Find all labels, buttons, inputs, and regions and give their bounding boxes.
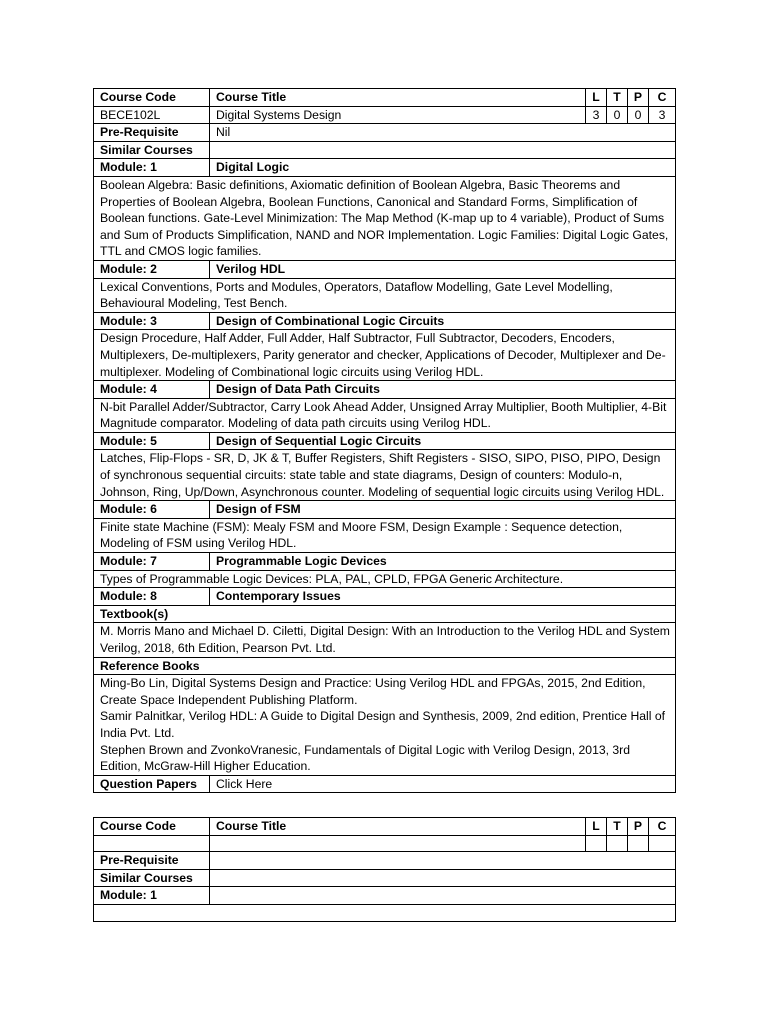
module-header-row [94, 501, 676, 519]
reference-entry: Samir Palnitkar, Verilog HDL: A Guide to Digital Design and Synthesis, 2009, 2nd edition, Prentice Hall of India Pvt. Ltd. [100, 709, 665, 740]
module-header-row [94, 312, 676, 330]
module-content-row [94, 570, 676, 588]
module-label: Module: 8 [94, 588, 210, 606]
similar-courses-label: Similar Courses [94, 141, 210, 159]
prerequisite-label: Pre-Requisite [94, 124, 210, 142]
c-header: C [649, 89, 676, 107]
module-label: Module: 3 [94, 312, 210, 330]
module-label: Module: 6 [94, 501, 210, 519]
question-papers-row [94, 775, 676, 793]
module-content: Lexical Conventions, Ports and Modules, Operators, Dataflow Modelling, Gate Level Modelling, Behavioural Modeling, Test Bench. [94, 278, 676, 312]
module-title: Digital Logic [210, 159, 676, 177]
textbooks-header-row [94, 605, 676, 623]
module-title [210, 887, 676, 905]
module-content-row [94, 450, 676, 501]
prerequisite-value [210, 852, 676, 870]
course-code [94, 835, 210, 852]
module-content [94, 904, 676, 921]
course-code-header: Course Code [94, 89, 210, 107]
practical-hours: 0 [628, 106, 649, 124]
reference-entry: Stephen Brown and ZvonkoVranesic, Fundamentals of Digital Logic with Verilog Design, 2013, 3rd Edition, McGraw-Hill Higher Education. [100, 742, 631, 774]
references-header-row [94, 657, 676, 675]
module-content: Boolean Algebra: Basic definitions, Axiomatic definition of Boolean Algebra, Basic Theorems and Properties of Boolean Algebra, Boolean Functions, Canonical and Standard Forms, Simplification of Boolean functions. Gate-Level Minimization: The Map Method (K-map up to 4 variable), Product of Sums and Sum of Products Simplification, NAND and NOR Implementation. Logic Families: Digital Logic Gates, TTL and CMOS logic families. [94, 176, 676, 260]
references-row [94, 675, 676, 776]
p-header: P [628, 89, 649, 107]
module-header-row [94, 260, 676, 278]
header-row [94, 818, 676, 836]
similar-courses-value [210, 869, 676, 887]
course-row [94, 835, 676, 852]
lecture-hours [586, 835, 607, 852]
module-header-row [94, 159, 676, 177]
module-label: Module: 7 [94, 553, 210, 571]
module-header-row [94, 381, 676, 399]
credits: 3 [649, 106, 676, 124]
reference-entry: Ming-Bo Lin, Digital Systems Design and Practice: Using Verilog HDL and FPGAs, 2015, 2nd Edition, Create Space Independent Publishing Platform. [100, 676, 646, 707]
p-header: P [628, 818, 649, 836]
module-content-row [94, 176, 676, 260]
l-header: L [586, 89, 607, 107]
module-content-row [94, 518, 676, 552]
course-title-header: Course Title [210, 89, 586, 107]
similar-courses-row [94, 141, 676, 159]
course-syllabus-table [93, 88, 676, 793]
reference-books-label: Reference Books [94, 657, 676, 675]
lecture-hours: 3 [586, 106, 607, 124]
similar-courses-label: Similar Courses [94, 869, 210, 887]
course-row [94, 106, 676, 124]
module-label: Module: 2 [94, 260, 210, 278]
course-code-header: Course Code [94, 818, 210, 836]
similar-courses-row [94, 869, 676, 887]
question-papers-link[interactable]: Click Here [216, 776, 273, 791]
textbook-entry: M. Morris Mano and Michael D. Ciletti, Digital Design: With an Introduction to the Verilog HDL and System Verilog, 2018, 6th Edition, Pearson Pvt. Ltd. [94, 623, 676, 657]
tutorial-hours: 0 [607, 106, 628, 124]
module-header-row [94, 432, 676, 450]
module-content-row [94, 904, 676, 921]
module-title: Contemporary Issues [210, 588, 676, 606]
c-header: C [649, 818, 676, 836]
module-label: Module: 1 [94, 887, 210, 905]
module-content-row [94, 278, 676, 312]
module-header-row [94, 887, 676, 905]
module-header-row [94, 588, 676, 606]
module-title: Programmable Logic Devices [210, 553, 676, 571]
module-title: Design of Sequential Logic Circuits [210, 432, 676, 450]
module-label: Module: 4 [94, 381, 210, 399]
header-row [94, 89, 676, 107]
course-title-header: Course Title [210, 818, 586, 836]
question-papers-cell [210, 775, 676, 793]
module-title: Design of Data Path Circuits [210, 381, 676, 399]
credits [649, 835, 676, 852]
module-content: N-bit Parallel Adder/Subtractor, Carry Look Ahead Adder, Unsigned Array Multiplier, Booth Multiplier, 4-Bit Magnitude comparator. Modeling of data path circuits using Verilog HDL. [94, 398, 676, 432]
t-header: T [607, 818, 628, 836]
prerequisite-value: Nil [210, 124, 676, 142]
module-content: Design Procedure, Half Adder, Full Adder, Half Subtractor, Full Subtractor, Decoders, Encoders, Multiplexers, De-multiplexers, Parity generator and checker, Applications of Decoder, Multiplexer and De-multiplexer. Modeling of Combinational logic circuits using Verilog HDL. [94, 330, 676, 381]
module-title: Verilog HDL [210, 260, 676, 278]
prerequisite-row [94, 852, 676, 870]
module-title: Design of FSM [210, 501, 676, 519]
module-content-row [94, 398, 676, 432]
tutorial-hours [607, 835, 628, 852]
reference-books-list [94, 675, 676, 776]
module-label: Module: 1 [94, 159, 210, 177]
module-title: Design of Combinational Logic Circuits [210, 312, 676, 330]
module-header-row [94, 553, 676, 571]
course-title: Digital Systems Design [210, 106, 586, 124]
similar-courses-value [210, 141, 676, 159]
t-header: T [607, 89, 628, 107]
module-label: Module: 5 [94, 432, 210, 450]
prerequisite-row [94, 124, 676, 142]
practical-hours [628, 835, 649, 852]
module-content: Finite state Machine (FSM): Mealy FSM and Moore FSM, Design Example : Sequence detection, Modeling of FSM using Verilog HDL. [94, 518, 676, 552]
module-content: Latches, Flip-Flops - SR, D, JK & T, Buffer Registers, Shift Registers - SISO, SIPO, PISO, PIPO, Design of synchronous sequential circuits: state table and state diagrams, Design of counters: Modulo-n, Johnson, Ring, Up/Down, Asynchronous counter. Modeling of sequential logic circuits using Verilog HDL. [94, 450, 676, 501]
course-title [210, 835, 586, 852]
course-code: BECE102L [94, 106, 210, 124]
textbooks-label: Textbook(s) [94, 605, 676, 623]
prerequisite-label: Pre-Requisite [94, 852, 210, 870]
l-header: L [586, 818, 607, 836]
question-papers-label: Question Papers [94, 775, 210, 793]
textbooks-row [94, 623, 676, 657]
blank-syllabus-table [93, 817, 676, 922]
module-content-row [94, 330, 676, 381]
module-content: Types of Programmable Logic Devices: PLA, PAL, CPLD, FPGA Generic Architecture. [94, 570, 676, 588]
